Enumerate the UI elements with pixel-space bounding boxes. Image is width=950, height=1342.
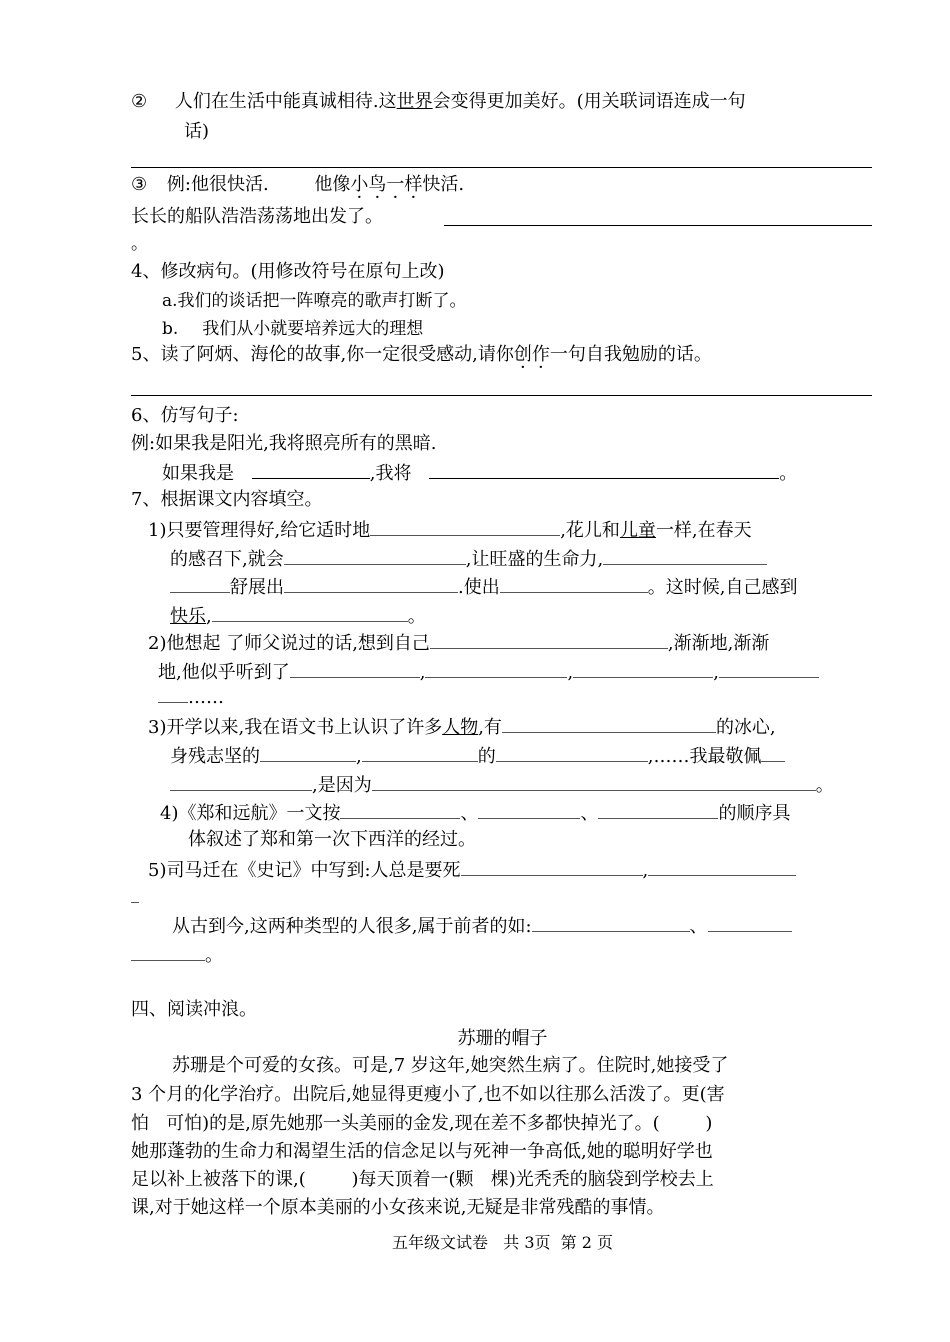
s7-item4-line1: 4)《郑和远航》一文按 、 、 的顺序具 bbox=[160, 800, 790, 826]
q3-end: 。 bbox=[131, 234, 148, 254]
s7-item2-blank-2[interactable] bbox=[290, 659, 420, 678]
s7-item1-line2: 的感召下,就会 ,让旺盛的生命力, bbox=[170, 546, 767, 572]
s7-item2-blank-3[interactable] bbox=[425, 659, 567, 678]
s7-item5-blank-3[interactable] bbox=[131, 884, 139, 903]
reading-para-line-3: 怕 可怕)的是,原先她那一头美丽的金发,现在差不多都快掉光了。( ) bbox=[131, 1113, 713, 1134]
s7-item3-blank-4[interactable] bbox=[496, 743, 648, 762]
q3-prompt: 长长的船队浩浩荡荡地出发了。 bbox=[131, 206, 383, 227]
s7-item5-blank-5[interactable] bbox=[708, 913, 792, 932]
page-footer: 五年级文试卷 共 3页 第 2 页 bbox=[391, 1233, 614, 1252]
s7-item4-blank-2[interactable] bbox=[478, 800, 580, 819]
q2-line: ② 人们在生活中能真诚相待.这世界会变得更加美好。(用关联词语连成一句 bbox=[131, 91, 746, 112]
s7-item2-blank-1[interactable] bbox=[430, 630, 668, 649]
reading-heading: 四、阅读冲浪。 bbox=[131, 999, 257, 1020]
s7-item3-blank-2[interactable] bbox=[260, 743, 356, 762]
s7-item3-blank-7[interactable] bbox=[372, 772, 816, 791]
s7-item5-line2 bbox=[131, 884, 139, 910]
s7-item1-blank-4[interactable] bbox=[170, 574, 230, 593]
s7-item3-blank-6[interactable] bbox=[170, 772, 312, 791]
s7-item3-line3: ,是因为 。 bbox=[170, 772, 834, 798]
answer-rule-s5[interactable] bbox=[131, 395, 872, 396]
s7-item5-blank-6[interactable] bbox=[131, 942, 205, 961]
s7-item2-line1: 2)他想起 了师父说过的话,想到自己 ,渐渐地,渐渐 bbox=[148, 630, 769, 656]
s7-item5-line3: 从古到今,这两种类型的人很多,属于前者的如: 、 bbox=[172, 913, 792, 939]
s7-item5-blank-1[interactable] bbox=[461, 857, 643, 876]
s7-item2-line3: …… bbox=[158, 684, 224, 710]
reading-para-line-5: 足以补上被落下的课,( )每天顶着一(颗 棵)光秃秃的脑袋到学校去上 bbox=[131, 1169, 714, 1190]
s4-sentence-a: a.我们的谈话把一阵嘹亮的歌声打断了。 bbox=[162, 291, 467, 311]
s7-item3-line2: 身残志坚的 , 的 ,……我最敬佩 bbox=[170, 743, 785, 769]
s5-heading: 5、读了阿炳、海伦的故事,你一定很受感动,请你创作一句自我勉励的话。 bbox=[131, 344, 712, 365]
s7-heading: 7、根据课文内容填空。 bbox=[131, 489, 323, 510]
s7-item1-line4: 快乐, 。 bbox=[170, 603, 426, 629]
s7-item5-blank-2[interactable] bbox=[648, 857, 796, 876]
reading-para-line-6: 课,对于她这样一个原本美丽的小女孩来说,无疑是非常残酷的事情。 bbox=[131, 1197, 665, 1218]
s7-item1-blank-6[interactable] bbox=[500, 574, 648, 593]
s6-blank-1[interactable] bbox=[252, 460, 370, 479]
s7-item4-blank-3[interactable] bbox=[598, 800, 718, 819]
s7-item2-blank-6[interactable] bbox=[158, 684, 188, 703]
s6-blank-2[interactable] bbox=[429, 460, 779, 479]
s7-item4-line2: 体叙述了郑和第一次下西洋的经过。 bbox=[188, 829, 476, 850]
reading-para-line-4: 她那蓬勃的生命力和渴望生活的信念足以与死神一争高低,她的聪明好学也 bbox=[131, 1141, 713, 1162]
s4-heading: 4、修改病句。(用修改符号在原句上改) bbox=[131, 261, 445, 282]
s7-item1-blank-3[interactable] bbox=[603, 546, 767, 565]
s7-item3-blank-1[interactable] bbox=[502, 714, 716, 733]
answer-blank-q3[interactable] bbox=[444, 225, 872, 226]
s7-item5-blank-4[interactable] bbox=[532, 913, 690, 932]
s7-item4-blank-1[interactable] bbox=[340, 800, 460, 819]
q2-cont: 话) bbox=[184, 121, 210, 142]
s7-item5-line1: 5)司马迁在《史记》中写到:人总是要死 , bbox=[148, 857, 796, 883]
s6-example: 例:如果我是阳光,我将照亮所有的黑暗. bbox=[131, 433, 437, 454]
q3-example: ③ 例:他很快活. 他像小鸟一样快活. bbox=[131, 174, 465, 195]
s7-item1-blank-5[interactable] bbox=[284, 574, 458, 593]
q2-number: ② bbox=[131, 91, 148, 112]
s7-item1-blank-2[interactable] bbox=[284, 546, 466, 565]
s7-item5-line4: 。 bbox=[131, 942, 223, 968]
reading-para-line-2: 3 个月的化学治疗。出院后,她显得更瘦小了,也不如以往那么活泼了。更(害 bbox=[131, 1084, 725, 1105]
s7-item3-blank-5[interactable] bbox=[761, 743, 785, 762]
s6-heading: 6、仿写句子: bbox=[131, 405, 239, 426]
s7-item3-line1: 3)开学以来,我在语文书上认识了许多人物,有 的冰心, bbox=[148, 714, 776, 740]
s7-item1-blank-7[interactable] bbox=[212, 603, 408, 622]
s7-item3-blank-3[interactable] bbox=[362, 743, 478, 762]
s7-item2-blank-4[interactable] bbox=[573, 659, 713, 678]
answer-rule-q2[interactable] bbox=[131, 167, 872, 168]
s6-fill: 如果我是 ,我将 。 bbox=[162, 460, 797, 486]
s7-item1-line1: 1)只要管理得好,给它适时地 ,花儿和儿童一样,在春天 bbox=[148, 517, 752, 543]
s7-item1-line3: 舒展出 .使出 。这时候,自己感到 bbox=[170, 574, 797, 600]
s7-item1-blank-1[interactable] bbox=[370, 517, 560, 536]
s4-sentence-b: b. 我们从小就要培养远大的理想 bbox=[162, 319, 424, 339]
reading-title: 苏珊的帽子 bbox=[457, 1028, 548, 1049]
s7-item2-blank-5[interactable] bbox=[719, 659, 819, 678]
reading-para-line-1: 苏珊是个可爱的女孩。可是,7 岁这年,她突然生病了。住院时,她接受了 bbox=[172, 1055, 729, 1076]
s7-item2-line2: 地,他似乎听到了 , , , bbox=[158, 659, 819, 685]
